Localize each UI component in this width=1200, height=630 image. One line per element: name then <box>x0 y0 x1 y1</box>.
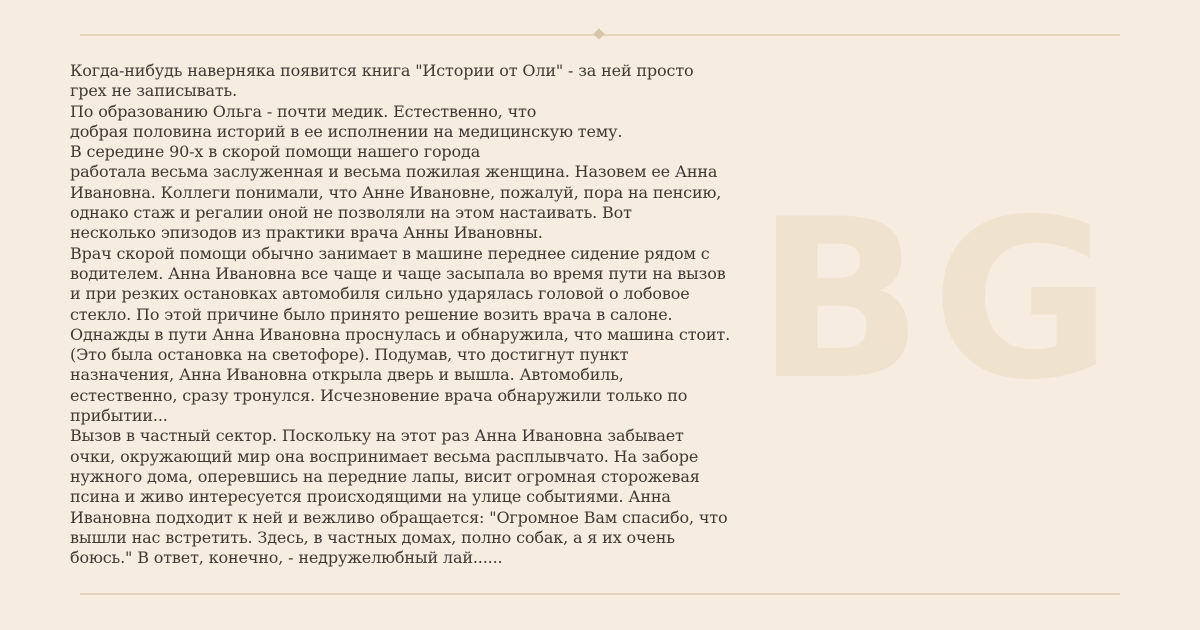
text-line: Однажды в пути Анна Ивановна проснулась и обнаружила, что машина стоит. <box>70 324 731 344</box>
text-line: (Это была остановка на светофоре). Подумав, что достигнут пункт <box>70 345 629 365</box>
text-line: Вызов в частный сектор. Поскольку на этот раз Анна Ивановна забывает <box>70 426 684 446</box>
text-line: Врач скорой помощи обычно занимает в машине переднее сидение рядом с <box>70 243 710 263</box>
text-line: Когда-нибудь наверняка появится книга "Истории от Оли" - за ней просто <box>70 61 694 80</box>
article-text <box>70 61 750 568</box>
text-line: Ивановна. Коллеги понимали, что Анне Ивановне, пожалуй, пора на пенсию, <box>70 182 722 202</box>
text-line: Ивановна подходит к ней и вежливо обращается: "Огромное Вам спасибо, что <box>70 507 728 527</box>
text-line: назначения, Анна Ивановна открыла дверь и вышла. Автомобиль, <box>70 365 624 385</box>
text-line: боюсь." В ответ, конечно, - недружелюбный лай...... <box>70 548 503 568</box>
text-line: несколько эпизодов из практики врача Анны Ивановны. <box>70 223 543 243</box>
text-line: грех не записывать. <box>70 81 238 101</box>
text-line: водителем. Анна Ивановна все чаще и чаще засыпала во время пути на вызов <box>70 263 726 283</box>
text-line: вышли нас встретить. Здесь, в частных домах, полно собак, а я их очень <box>70 527 675 547</box>
bottom-divider <box>80 593 1120 595</box>
watermark: BG <box>755 172 1120 428</box>
text-line: работала весьма заслуженная и весьма пожилая женщина. Назовем ее Анна <box>70 162 718 182</box>
text-line: и при резких остановках автомобиля сильно ударялась головой о лобовое <box>70 284 690 304</box>
text-line: По образованию Ольга - почти медик. Естественно, что <box>70 101 537 121</box>
text-line: добрая половина историй в ее исполнении на медицинскую тему. <box>70 121 623 141</box>
text-line: псина и живо интересуется происходящими на улице событиями. Анна <box>70 487 671 507</box>
text-line: В середине 90-х в скорой помощи нашего города <box>70 142 481 162</box>
text-line: нужного дома, оперевшись на передние лапы, висит огромная сторожевая <box>70 466 700 486</box>
divider-ornament <box>593 28 604 39</box>
text-line: однако стаж и регалии оной не позволяли на этом настаивать. Вот <box>70 203 632 223</box>
text-line: естественно, сразу тронулся. Исчезновение врача обнаружили только по <box>70 385 688 405</box>
text-line: стекло. По этой причине было принято решение возить врача в салоне. <box>70 304 673 324</box>
text-line: очки, окружающий мир она воспринимает весьма расплывчато. На заборе <box>70 446 699 466</box>
text-line: прибытии... <box>70 406 168 426</box>
